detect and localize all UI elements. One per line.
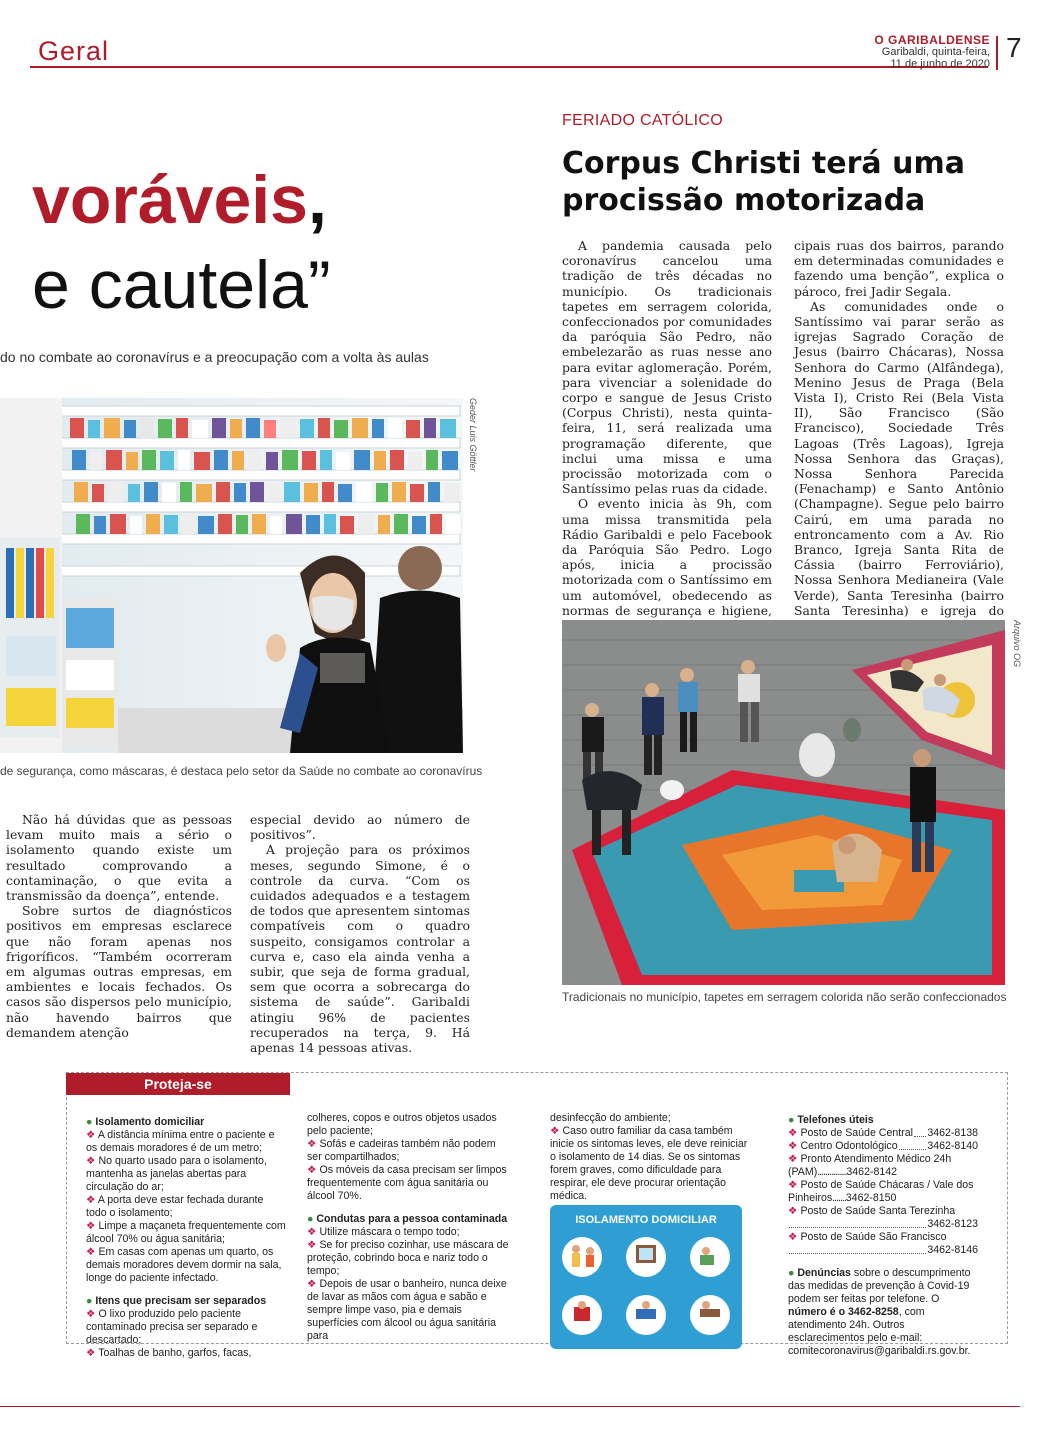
- phone-name: Posto de Saúde Santa Terezinha: [800, 1205, 956, 1217]
- header-rule: [30, 66, 988, 68]
- box-item: ❖ Em casas com apenas um quarto, os demais moradores devem dormir na sala, longe do paciente infectado.: [86, 1246, 282, 1284]
- left-col1-paragraph: Não há dúvidas que as pessoas levam muito mais a sério o isolamento quando existe um resultado comprovando a contaminação, o que evita a transmissão da doença”, entende.: [6, 812, 232, 904]
- box-item-text: Caso outro familiar da casa também inicie os sintomas leves, ele deve reiniciar o isolamento de 14 dias. Se os sintomas forem graves, como dificuldade para respirar, ele deve procurar orientação médica.: [550, 1125, 748, 1202]
- right-photo-credit-text: Arquivo OG: [1012, 620, 1022, 668]
- phone-number: 3462-8142: [846, 1166, 898, 1178]
- dateline-1: Garibaldi, quinta-feira,: [881, 46, 990, 58]
- phone-row: ❖ Pronto Atendimento Médico 24h (PAM)...............3462-8142: [788, 1153, 952, 1178]
- phone-name: Posto de Saúde Chácaras / Vale dos Pinheiros: [788, 1179, 974, 1204]
- left-col2-continuation: especial devido ao número de positivos”.: [250, 812, 470, 843]
- right-photo-caption: Tradicionais no município, tapetes em serragem colorida não serão confeccionados: [562, 990, 1007, 1004]
- box-item-text: A porta deve estar fechada durante todo o isolamento;: [86, 1194, 264, 1219]
- sawdust-carpet-illustration: [562, 620, 1005, 985]
- right-kicker: FERIADO CATÓLICO: [562, 112, 723, 129]
- box-column-1: [86, 1112, 286, 1360]
- proteja-se-tab: Proteja-se: [66, 1073, 290, 1095]
- box-heading: ● Condutas para a pessoa contaminada: [307, 1213, 508, 1225]
- masthead: [874, 34, 990, 70]
- box-item: ❖ Utilize máscara o tempo todo;: [307, 1226, 460, 1238]
- left-subhead: do no combate ao coronavírus e a preocupação com a volta às aulas: [0, 349, 429, 365]
- section-name: Geral: [38, 36, 110, 66]
- box-item: ❖ Se for preciso cozinhar, use máscara de proteção, cobrindo boca e nariz todo o tempo;: [307, 1239, 509, 1277]
- denuncias-text: , com atendimento 24h. Outros esclarecimentos pelo e-mail: comitecoronavirus@garibaldi.rs.gov.br.: [788, 1306, 971, 1357]
- phone-row: ❖ Posto de Saúde Chácaras / Vale dos Pinheiros.......3462-8150: [788, 1179, 974, 1204]
- publication-name: O GARIBALDENSE: [874, 33, 990, 47]
- phone-row: ❖ Posto de Saúde Central 3462-8138: [788, 1127, 978, 1139]
- left-col1-paragraph: Sobre surtos de diagnósticos positivos em empresas esclarece que não foram apenas nos frigoríficos. “Também ocorreram em algumas outras empresas, em ambientes e locais fechados. Os casos são dispersos pelo município, não havendo bairros que demandem atenção: [6, 903, 232, 1040]
- denuncias-paragraph: ● Denúncias sobre o descumprimento das medidas de prevenção à Covid-19 podem ser feitas por telefone. O número é o 3462-8258, com atendimento 24h. Outros esclarecimentos pelo e-mail: comitecoronavirus@garibaldi.rs.gov.br.: [788, 1267, 971, 1357]
- box-heading-text: Itens que precisam ser separados: [95, 1295, 267, 1307]
- right-col1-paragraph: A pandemia causada pelo coronavírus cancelou uma tradição de três décadas no município. Os tradicionais tapetes em serragem colorida, confeccionados por comunidades da paróquia São Pedro, não embelezarão as ruas nesse ano para evitar aglomeração. Porém, para vivenciar a solenidade do corpo e sangue de Jesus Cristo (Corpus Christi), nesta quinta-feira, 11, será realizada uma programação diferente, que inclui uma missa e uma procissão motorizada com o Santíssimo pelas ruas da cidade.: [562, 238, 772, 497]
- denuncias-number: número é o 3462-8258: [788, 1306, 899, 1318]
- pharmacy-photo-illustration: [0, 398, 463, 753]
- left-photo-credit: [466, 398, 480, 508]
- box-item: ❖ No quarto usado para o isolamento, mantenha as janelas abertas para circulação do ar;: [86, 1155, 267, 1193]
- phone-number: 3462-8140: [927, 1140, 978, 1152]
- right-col2-continuation: cipais ruas dos bairros, parando em determinadas comunidades e fazendo uma benção”, explica o pároco, frei Jadir Segala.: [794, 238, 1004, 299]
- right-col1-paragraph: O evento inicia às 9h, com uma missa transmitida pela Rádio Garibaldi e pelo Facebook da Paróquia São Pedro. Logo após, inicia a procissão motorizada com o Santíssimo em um automóvel, obedecendo as normas de segurança e higiene,: [562, 496, 772, 618]
- box-heading: ● Itens que precisam ser separados: [86, 1295, 267, 1307]
- box-heading: ● Telefones úteis: [788, 1114, 874, 1126]
- pharmacy-photo: [0, 398, 463, 753]
- box-item-text: Se for preciso cozinhar, use máscara de proteção, cobrindo boca e nariz todo o tempo;: [307, 1239, 509, 1277]
- box-heading-text: Condutas para a pessoa contaminada: [316, 1213, 508, 1225]
- box-item-text: Os móveis da casa precisam ser limpos frequentemente com água sanitária ou álcool 70%.: [307, 1164, 507, 1202]
- isolamento-domiciliar-card: [550, 1205, 742, 1349]
- left-photo-credit-text: Geder Luis Göttler: [468, 398, 478, 472]
- left-headline-line-2: e cautela”: [32, 247, 331, 323]
- box-item: ❖ Os móveis da casa precisam ser limpos frequentemente com água sanitária ou álcool 70%.: [307, 1164, 507, 1202]
- phone-name: Centro Odontológico: [800, 1140, 898, 1152]
- dateline-2: 11 de junho de 2020: [890, 58, 990, 70]
- left-body-column-1: [6, 812, 232, 1040]
- box-item: ❖ Sofás e cadeiras também não podem ser compartilhados;: [307, 1138, 496, 1163]
- left-col2-paragraph: A projeção para os próximos meses, segundo Simone, é o controle da curva. “Com os cuidados adequados e a testagem de todos que apresentem sintomas compatíveis com o quadro suspeito, consigamos controlar a curva e, caso ela ainda venha a subir, que seja de forma gradual, sem que ocorra a sobrecarga do sistema de saúde”. Garibaldi atingiu 96% de pacientes recuperados na terça, 9. Há apenas 14 pessoas ativas.: [250, 842, 470, 1056]
- phone-name: Pronto Atendimento Médico 24h (PAM): [788, 1153, 952, 1178]
- phone-name: Posto de Saúde São Francisco: [800, 1231, 947, 1243]
- sawdust-carpet-photo: [562, 620, 1005, 985]
- box-item-text: Em casas com apenas um quarto, os demais moradores devem dormir na sala, longe do paciente infectado.: [86, 1246, 282, 1284]
- right-col2-paragraph: As comunidades onde o Santíssimo vai parar serão as igrejas Sagrado Coração de Jesus (bairro Chácaras), Nossa Senhora do Carmo (Alfândega), Menino Jesus de Praga (Bela Vista I), Cristo Rei (Bela Vista II), São Francisco (São Francisco), Sociedade Três Lagoas (Três Lagoas), Igreja Nossa Senhora das Graças), Nossa Senhora Parecida (Fenachamp) e Santo Antônio (Champagne). Segue pelo bairro Cairú, em uma parada no entroncamento com a Av. Rio Branco, Igreja Santa Rita de Cássia (bairro Ferroviário), Nossa Senhora Medianeira (Vale Verde), Santa Teresinha (bairro Santa Teresinha) e igreja do: [794, 298, 1004, 618]
- box-column-4: [788, 1110, 978, 1358]
- isolamento-illustration: [550, 1205, 742, 1349]
- box-item-text: Toalhas de banho, garfos, facas,: [98, 1347, 252, 1359]
- box-heading: ● Isolamento domiciliar: [86, 1116, 205, 1128]
- box-item: ❖ A porta deve estar fechada durante todo o isolamento;: [86, 1194, 264, 1219]
- right-title: Corpus Christi terá uma procissão motorizada: [562, 146, 965, 218]
- box-column-2: [307, 1112, 512, 1343]
- denuncias-label: Denúncias: [797, 1267, 851, 1279]
- left-headline-comma: ,: [307, 162, 327, 238]
- box-item-text: A distância mínima entre o paciente e os demais moradores é de um metro;: [86, 1129, 275, 1154]
- phone-row: ❖ Centro Odontológico 3462-8140: [788, 1140, 978, 1152]
- box-item: ❖ Caso outro familiar da casa também inicie os sintomas leves, ele deve reiniciar o isolamento de 14 dias. Se os sintomas forem graves, como dificuldade para respirar, ele deve procurar orientação médica.: [550, 1125, 748, 1202]
- right-body-column-1: [562, 238, 772, 664]
- box-item: ❖ A distância mínima entre o paciente e os demais moradores é de um metro;: [86, 1129, 275, 1154]
- box-column-3: [550, 1112, 755, 1203]
- box-heading-text: Isolamento domiciliar: [95, 1116, 205, 1128]
- box-item-text: Depois de usar o banheiro, nunca deixe de lavar as mãos com água e sabão e sempre limpe vaso, pia e demais superfícies com álcool ou água sanitária para: [307, 1278, 507, 1342]
- box-item-text: Sofás e cadeiras também não podem ser compartilhados;: [307, 1138, 496, 1163]
- iso-card-title: ISOLAMENTO DOMICILIAR: [575, 1214, 717, 1226]
- box-item-text: Utilize máscara o tempo todo;: [319, 1226, 460, 1238]
- phone-row: ❖ Posto de Saúde São Francisco 3462-8146: [788, 1231, 978, 1256]
- left-body-column-2: [250, 812, 470, 1055]
- box-item: ❖ Depois de usar o banheiro, nunca deixe de lavar as mãos com água e sabão e sempre limpe vaso, pia e demais superfícies com álcool ou água sanitária para: [307, 1278, 507, 1342]
- left-headline-line-1: [32, 160, 327, 240]
- page-number: 7: [1006, 32, 1022, 63]
- phone-number: 3462-8123: [927, 1218, 978, 1230]
- right-body-column-2: [794, 238, 1004, 664]
- phone-number: 3462-8146: [927, 1244, 978, 1256]
- phone-name: Posto de Saúde Central: [800, 1127, 913, 1139]
- box-continuation: colheres, copos e outros objetos usados pelo paciente;: [307, 1112, 497, 1137]
- right-photo-credit: [1010, 620, 1024, 710]
- box-heading-text: Telefones úteis: [797, 1114, 874, 1126]
- page-number-divider: [996, 36, 998, 70]
- box-item: ❖ Limpe a maçaneta frequentemente com álcool 70% ou água sanitária;: [86, 1220, 286, 1245]
- box-item: ❖ Toalhas de banho, garfos, facas,: [86, 1347, 252, 1359]
- box-item-text: No quarto usado para o isolamento, mantenha as janelas abertas para circulação do ar;: [86, 1155, 267, 1193]
- left-headline-word: voráveis: [32, 162, 308, 238]
- bottom-rule: [0, 1406, 1020, 1407]
- left-photo-caption: de segurança, como máscaras, é destaca pelo setor da Saúde no combate ao coronavírus: [0, 764, 483, 778]
- phone-number: 3462-8150: [845, 1192, 897, 1204]
- phone-row: ❖ Posto de Saúde Santa Terezinha 3462-8123: [788, 1205, 978, 1230]
- box-continuation: desinfecção do ambiente;: [550, 1112, 671, 1124]
- box-item: ❖ O lixo produzido pelo paciente contaminado precisa ser separado e descartado;: [86, 1308, 258, 1346]
- phone-number: 3462-8138: [927, 1127, 978, 1139]
- box-item-text: O lixo produzido pelo paciente contaminado precisa ser separado e descartado;: [86, 1308, 258, 1346]
- denuncias-text: sobre o descumprimento das medidas de prevenção à Covid-19 podem ser feitas por telefone. O: [788, 1267, 971, 1305]
- box-item-text: Limpe a maçaneta frequentemente com álcool 70% ou água sanitária;: [86, 1220, 286, 1245]
